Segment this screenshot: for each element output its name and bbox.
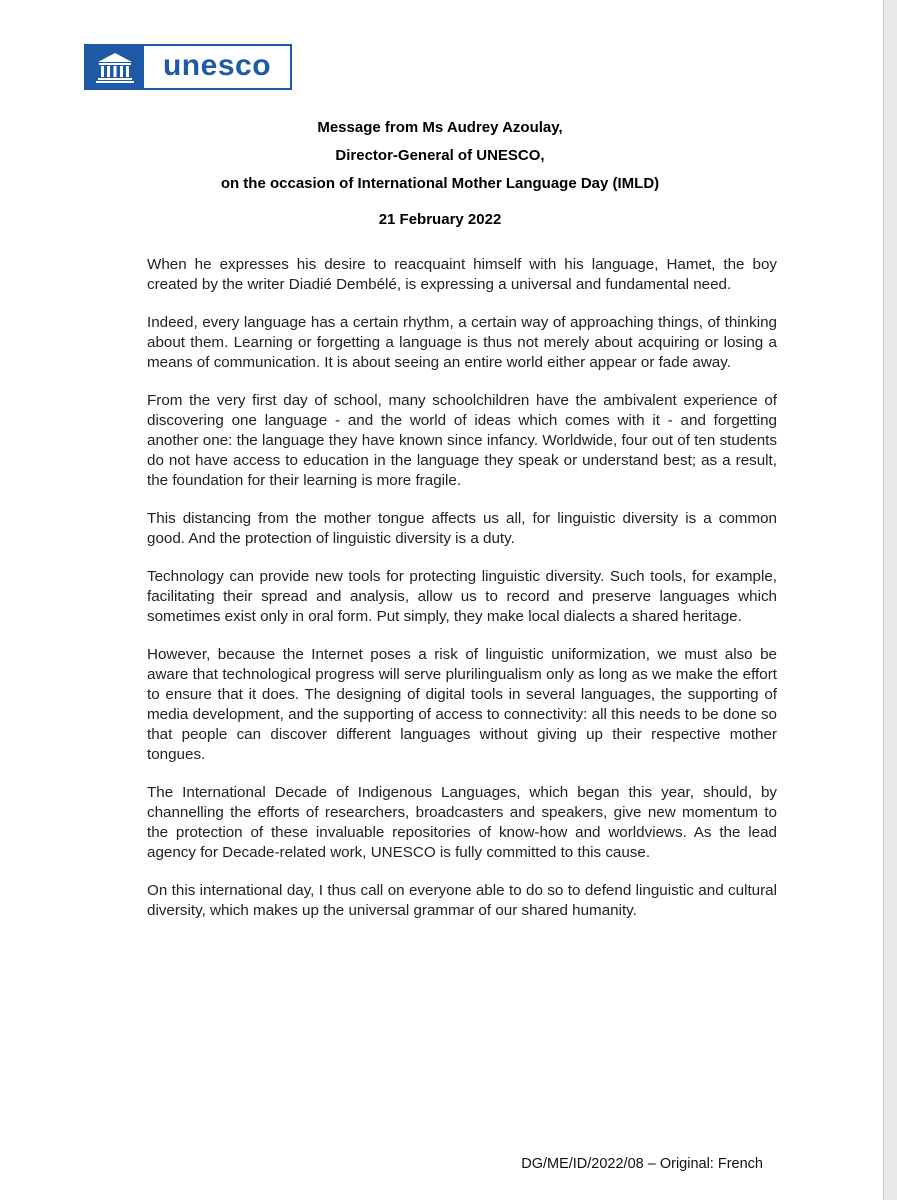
paragraph-2: Indeed, every language has a certain rhythm, a certain way of approaching things, of thinking about them. Learning or forgetting a language is thus not merely about acquiring or losing a means of communication. It is about seeing an entire world either appear or fade away.: [147, 314, 777, 371]
paragraph-1: When he expresses his desire to reacquaint himself with his language, Hamet, the boy created by the writer Diadié Dembélé, is expressing a universal and fundamental need.: [147, 256, 777, 293]
message-body: [147, 255, 777, 939]
paragraph-4: This distancing from the mother tongue affects us all, for linguistic diversity is a common good. And the protection of linguistic diversity is a duty.: [147, 510, 777, 547]
header-line-3: on the occasion of International Mother Language Day (IMLD): [220, 175, 660, 192]
header-line-1: Message from Ms Audrey Azoulay,: [317, 119, 563, 136]
paragraph-6: However, because the Internet poses a risk of linguistic uniformization, we must also be aware that technological progress will serve plurilingualism only as long as we make the effort to ensure that it does. The designing of digital tools in several languages, the supporting of media development, and the supporting of access to connectivity: all this needs to be done so that people can discover different languages without giving up their respective mother tongues.: [147, 646, 777, 763]
unesco-wordmark: unesco: [162, 49, 272, 82]
document-reference: DG/ME/ID/2022/08 – Original: French: [521, 1156, 763, 1172]
paragraph-5: Technology can provide new tools for protecting linguistic diversity. Such tools, for example, facilitating their spread and analysis, allow us to record and preserve languages which sometimes exist only in oral form. Put simply, they make local dialects a shared heritage.: [147, 568, 777, 625]
header-line-2: Director-General of UNESCO,: [335, 147, 545, 164]
message-header: [140, 114, 740, 234]
unesco-logo: [84, 44, 292, 90]
paragraph-7: The International Decade of Indigenous Languages, which began this year, should, by channelling the efforts of researchers, broadcasters and speakers, give new momentum to the protection of these invaluable repositories of know-how and worldviews. As the lead agency for Decade-related work, UNESCO is fully committed to this cause.: [147, 784, 777, 861]
paragraph-8: On this international day, I thus call on everyone able to do so to defend linguistic and cultural diversity, which makes up the universal grammar of our shared humanity.: [147, 882, 777, 919]
paragraph-3: From the very first day of school, many schoolchildren have the ambivalent experience of discovering one language - and the world of ideas which comes with it - and forgetting another one: the language they have known since infancy. Worldwide, four out of ten students do not have access to education in the language they speak or understand best; as a result, the foundation for their learning is more fragile.: [147, 392, 777, 489]
message-date: 21 February 2022: [378, 211, 502, 228]
unesco-temple-icon: [86, 46, 144, 88]
